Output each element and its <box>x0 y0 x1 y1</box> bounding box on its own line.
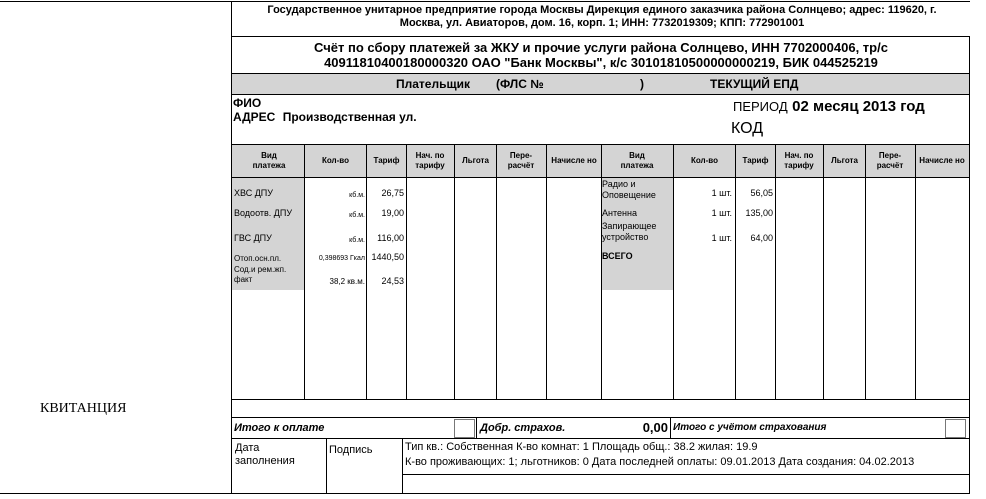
payer-bar <box>232 74 969 94</box>
org-line-2: Москва, ул. Авиаторов, дом. 16, корп. 1; ИНН: 7732019309; КПП: 772901001 <box>399 17 805 29</box>
right-row-name: Запирающее устройство <box>602 221 657 242</box>
th-payment-type-right: Вид платежа <box>620 151 654 170</box>
with-insurance-label: Итого с учётом страхования <box>673 422 827 433</box>
org-line-1: Государственное унитарное предприятие города Москвы Дирекция единого заказчика района Солнцево; адрес: 119620, г. <box>267 4 937 16</box>
th-quantity: Кол-во <box>321 156 349 165</box>
totals-top-line <box>231 417 970 418</box>
col-line <box>915 144 916 399</box>
insurance-value: 0,00 <box>642 420 668 435</box>
period-row <box>733 98 925 116</box>
account-line-2: 40911810400180000320 ОАО "Банк Москвы", к/с 30101810500000000219, БИК 044525219 <box>324 55 878 70</box>
th-charged: Начисле но <box>551 156 597 165</box>
address-value: Производственная ул. <box>282 110 417 124</box>
col-line <box>304 144 305 399</box>
right-row-name: Антенна <box>602 208 637 218</box>
address-label: АДРЕС <box>233 110 276 124</box>
col-line <box>865 144 866 399</box>
right-row-total-label: ВСЕГО <box>602 251 633 261</box>
th-benefit-right: Льгота <box>831 156 858 165</box>
left-row-tariff: 116,00 <box>377 233 404 243</box>
right-row-tariff: 56,05 <box>750 188 773 198</box>
right-row-unit: 1 шт. <box>711 208 732 218</box>
col-line <box>546 144 547 399</box>
left-row-name: ГВС ДПУ <box>234 233 272 243</box>
fls-close: ) <box>640 77 644 91</box>
right-border-line <box>969 36 970 494</box>
right-row-unit: 1 шт. <box>711 233 732 243</box>
table-bottom-line <box>231 399 970 400</box>
totals-bottom-line <box>231 438 970 439</box>
th-charged-by-tariff-right: Нач. по тарифу <box>784 151 814 170</box>
with-insurance-field[interactable] <box>945 419 966 438</box>
col-line <box>823 144 824 399</box>
totals-divider <box>476 417 477 438</box>
apartment-info-line-1: Тип кв.: Собственная К-во комнат: 1 Площадь общ.: 38.2 жилая: 19.9 <box>405 441 758 453</box>
signature-label: Подпись <box>329 444 373 456</box>
payer-bar-bottom <box>231 94 970 95</box>
th-charged-right: Начисле но <box>919 156 965 165</box>
left-row-unit: кб.м. <box>349 237 365 244</box>
col-line <box>496 144 497 399</box>
receipt-label: КВИТАНЦИЯ <box>40 401 127 416</box>
right-row-tariff: 64,00 <box>750 233 773 243</box>
left-row-name: ХВС ДПУ <box>234 188 273 198</box>
left-row-unit: кб.м. <box>349 192 365 199</box>
left-row-tariff: 1440,50 <box>371 252 404 262</box>
th-recalculation: Пере-расчёт <box>507 151 535 170</box>
left-row-name: Водоотв. ДПУ <box>234 208 293 218</box>
insurance-label: Добр. страхов. <box>480 422 566 434</box>
col-line <box>366 144 367 399</box>
fls-label: (ФЛС № <box>496 77 544 91</box>
bottom-border-line <box>0 493 970 494</box>
th-tariff-right: Тариф <box>742 156 769 165</box>
th-charged-by-tariff: Нач. по тарифу <box>415 151 445 170</box>
right-row-tariff: 135,00 <box>745 208 773 218</box>
left-row-tariff: 24,53 <box>381 276 404 286</box>
th-tariff: Тариф <box>373 156 400 165</box>
header-separator <box>231 36 970 37</box>
epd-label: ТЕКУЩИЙ ЕПД <box>710 77 799 91</box>
fio-label: ФИО <box>233 96 262 110</box>
totals-divider <box>670 417 671 438</box>
footer-divider <box>402 438 403 494</box>
period-value: 02 месяц 2013 год <box>792 98 925 115</box>
address-row <box>233 110 417 124</box>
left-row-unit: кб.м. <box>349 212 365 219</box>
to-pay-field[interactable] <box>454 419 475 438</box>
left-row-unit: 38,2 кв.м. <box>329 277 365 286</box>
th-recalculation-right: Пере-расчёт <box>876 151 904 170</box>
top-border-line <box>0 1 970 2</box>
date-label: Дата заполнения <box>235 442 295 467</box>
code-label: КОД <box>731 120 764 137</box>
col-line <box>735 144 736 399</box>
th-payment-type: Вид платежа <box>252 151 286 170</box>
th-benefit: Льгота <box>462 156 489 165</box>
left-row-name: Отоп.осн.пл. <box>234 254 282 263</box>
th-quantity-right: Кол-во <box>690 156 718 165</box>
to-pay-label: Итого к оплате <box>234 422 325 434</box>
left-row-name: Сод.и рем.жп. факт <box>234 265 287 284</box>
footer-info-line <box>402 474 970 475</box>
left-row-tariff: 19,00 <box>381 208 404 218</box>
footer-divider <box>326 438 327 494</box>
right-row-unit: 1 шт. <box>711 188 732 198</box>
left-row-unit: 0,398693 Гкал <box>318 255 365 262</box>
period-label: ПЕРИОД <box>733 99 788 114</box>
right-row-name: Радио и Оповещение <box>602 179 656 200</box>
account-line-1: Счёт по сбору платежей за ЖКУ и прочие услуги района Солнцево, ИНН 7702000406, тр/с <box>314 40 888 55</box>
col-line <box>775 144 776 399</box>
apartment-info-line-2: К-во проживающих: 1; льготников: 0 Дата последней оплаты: 09.01.2013 Дата создания: 04.02.2013 <box>405 456 915 468</box>
col-line <box>673 144 674 399</box>
left-row-tariff: 26,75 <box>381 188 404 198</box>
col-line <box>406 144 407 399</box>
col-line <box>454 144 455 399</box>
payer-label: Плательщик <box>396 77 470 91</box>
